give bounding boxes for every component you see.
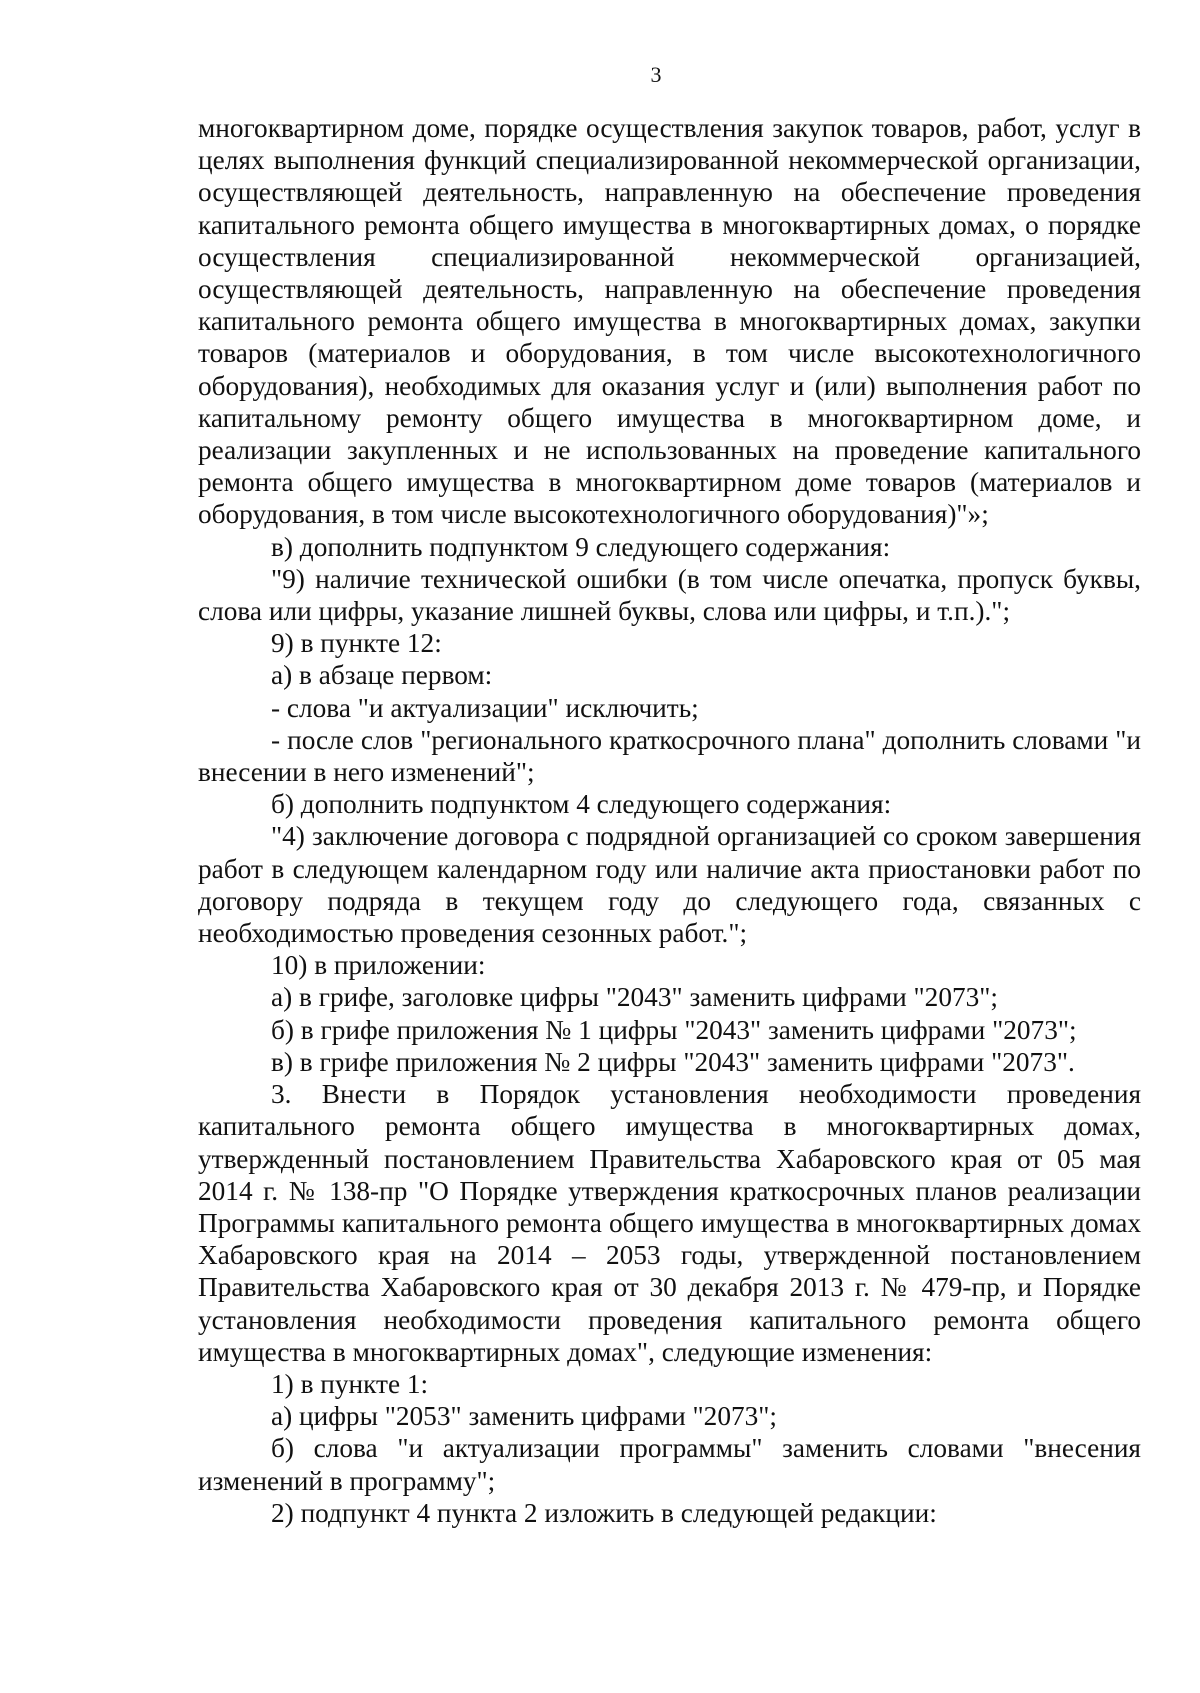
paragraph-subitem-a-digits: а) цифры "2053" заменить цифрами "2073"; (271, 1401, 777, 1432)
paragraph-dash-add-words: - после слов "регионального краткосрочного плана" дополнить словами "и внесении в него изменений"; (198, 724, 1141, 788)
paragraph-continued-purchasing-procedure: многоквартирном доме, порядке осуществления закупок товаров, работ, услуг в целях выполнения функций специализированной некоммерческой организации, осуществляющей деятельность, направленную на обеспечение проведения капитального ремонта общего имущества в многоквартирных домах, о порядке осуществления специализированной некоммерческой организацией, осуществляющей деятельность, направленную на обеспечение проведения капитального ремонта общего имущества в многоквартирных домах, закупки товаров (материалов и оборудования, в том числе высокотехнологичного оборудования), необходимых для оказания услуг и (или) выполнения работ по капитальному ремонту общего имущества в многоквартирном доме, и реализации закупленных и не использованных на проведение капитального ремонта общего имущества в многоквартирном доме товаров (материалов и оборудования, в том числе высокотехнологичного оборудования)"»; (198, 113, 1141, 530)
paragraph-item-2-subitem-4: 2) подпункт 4 пункта 2 изложить в следующей редакции: (271, 1497, 937, 1528)
paragraph-subitem-b-words: б) слова "и актуализации программы" заменить словами "внесения изменений в программу"; (198, 1433, 1141, 1496)
paragraph-subitem-b-add-4: б) дополнить подпунктом 4 следующего содержания: (271, 789, 892, 820)
paragraph-item-9-point-12: 9) в пункте 12: (271, 628, 442, 659)
page-number: 3 (650, 62, 662, 87)
paragraph-item-10-appendix: 10) в приложении: (271, 950, 486, 981)
paragraph-section-3-amend-procedure: 3. Внести в Порядок установления необходимости проведения капитального ремонта общего имущества в многоквартирных домах, утвержденный постановлением Правительства Хабаровского края от 05 мая 2014 г. № 138-пр "О Порядке утверждения краткосрочных планов реализации Программы капитального ремонта общего имущества в многоквартирных домах Хабаровского края на 2014 – 2053 годы, утвержденной постановлением Правительства Хабаровского края от 30 декабря 2013 г. № 479-пр, и Порядке установления необходимости проведения капитального ремонта общего имущества в многоквартирных домах", следующие изменения: (198, 1079, 1141, 1367)
paragraph-subitem-v-add-9: в) дополнить подпунктом 9 следующего содержания: (271, 531, 891, 562)
document-body (198, 112, 1141, 1529)
paragraph-item-9-technical-error: "9) наличие технической ошибки (в том числе опечатка, пропуск буквы, слова или цифры, указание лишней буквы, слова или цифры, и т.п.)."; (198, 563, 1141, 627)
paragraph-subitem-v-appendix-2: в) в грифе приложения № 2 цифры "2043" заменить цифрами "2073". (271, 1046, 1075, 1077)
paragraph-subitem-a-first-clause: а) в абзаце первом: (271, 660, 493, 691)
paragraph-dash-exclude-words: - слова "и актуализации" исключить; (271, 692, 699, 723)
paragraph-subitem-b-appendix-1: б) в грифе приложения № 1 цифры "2043" заменить цифрами "2073"; (271, 1014, 1077, 1045)
paragraph-item-4-contract: "4) заключение договора с подрядной организацией со сроком завершения работ в следующем календарном году или наличие акта приостановки работ по договору подряда в текущем году до следующего года, связанных с необходимостью проведения сезонных работ."; (198, 821, 1141, 949)
paragraph-item-1-point-1: 1) в пункте 1: (271, 1368, 429, 1399)
paragraph-subitem-a-heading: а) в грифе, заголовке цифры "2043" заменить цифрами "2073"; (271, 982, 998, 1013)
